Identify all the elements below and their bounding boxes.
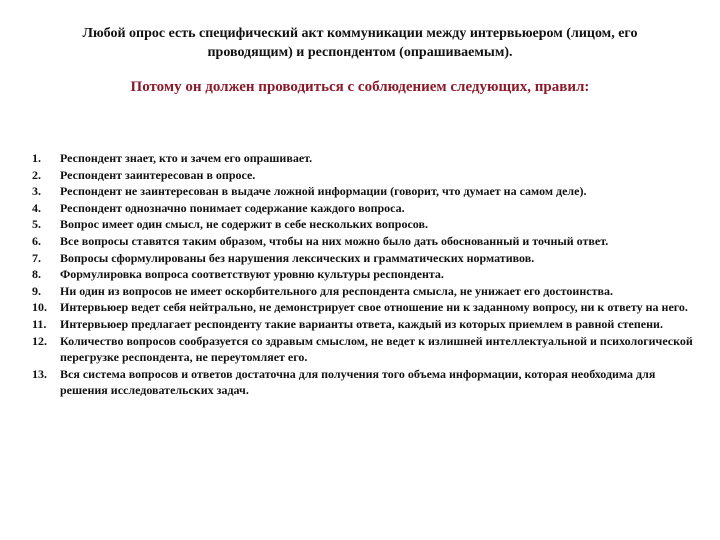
rule-item	[32, 266, 694, 283]
rule-text: Все вопросы ставятся таким образом, чтобы на них можно было дать обоснованный и точный ответ.	[60, 233, 609, 248]
rule-item	[32, 183, 694, 200]
rule-item	[32, 283, 694, 300]
rule-number: 13.	[32, 366, 47, 381]
rule-item	[32, 316, 694, 333]
rule-text: Респондент знает, кто и зачем его опрашивает.	[60, 151, 313, 165]
rule-number: 11.	[32, 316, 47, 331]
rules-list	[32, 150, 694, 399]
rule-item	[32, 366, 694, 399]
rule-number: 6.	[32, 233, 41, 248]
rule-number: 12.	[32, 333, 47, 348]
rule-item	[32, 333, 694, 366]
rule-number: 5.	[32, 217, 41, 232]
rule-text: Респондент не заинтересован в выдаче ложной информации (говорит, что думает на самом деле).	[60, 184, 587, 199]
rule-item	[32, 167, 694, 184]
rule-number: 10.	[32, 300, 47, 315]
rule-number: 3.	[32, 184, 41, 199]
rule-text: Вся система вопросов и ответов достаточна для получения того объема информации, которая необходима для решения исследовательских задач.	[60, 366, 656, 398]
rule-number: 1.	[32, 151, 41, 165]
rule-text: Формулировка вопроса соответствуют уровню культуры респондента.	[60, 267, 444, 282]
rule-text: Вопрос имеет один смысл, не содержит в себе нескольких вопросов.	[60, 217, 428, 232]
rule-number: 4.	[32, 200, 41, 215]
rule-item	[32, 216, 694, 233]
rule-text: Респондент заинтересован в опросе.	[60, 167, 256, 182]
rule-item	[32, 233, 694, 250]
rule-item	[32, 250, 694, 267]
rule-item	[32, 200, 694, 217]
rule-text: Респондент однозначно понимает содержание каждого вопроса.	[60, 200, 405, 215]
rule-text: Вопросы сформулированы без нарушения лексических и грамматических нормативов.	[60, 250, 535, 265]
rule-number: 9.	[32, 283, 41, 298]
rule-text: Количество вопросов сообразуется со здравым смыслом, не ведет к излишней интеллектуальной и психологической перегрузке респондента, не переутомляет его.	[60, 333, 693, 365]
rule-number: 8.	[32, 267, 41, 282]
rule-number: 7.	[32, 250, 41, 265]
rule-text: Интервьюер предлагает респонденту такие варианты ответа, каждый из которых приемлем в равной степени.	[60, 316, 663, 331]
rule-number: 2.	[32, 167, 41, 182]
rule-item	[32, 150, 694, 167]
rules-heading: Потому он должен проводиться с соблюдением следующих, правил:	[130, 79, 590, 95]
rule-item	[32, 299, 694, 316]
intro-text: Любой опрос есть специфический акт коммуникации между интервьюером (лицом, его проводящим) и респондентом (опрашиваемым).	[82, 26, 638, 60]
rule-text: Интервьюер ведет себя нейтрально, не демонстрирует свое отношение ни к заданному вопросу, ни к ответу на него.	[60, 300, 688, 315]
rule-text: Ни один из вопросов не имеет оскорбительного для респондента смысла, не унижает его достоинства.	[60, 283, 613, 298]
